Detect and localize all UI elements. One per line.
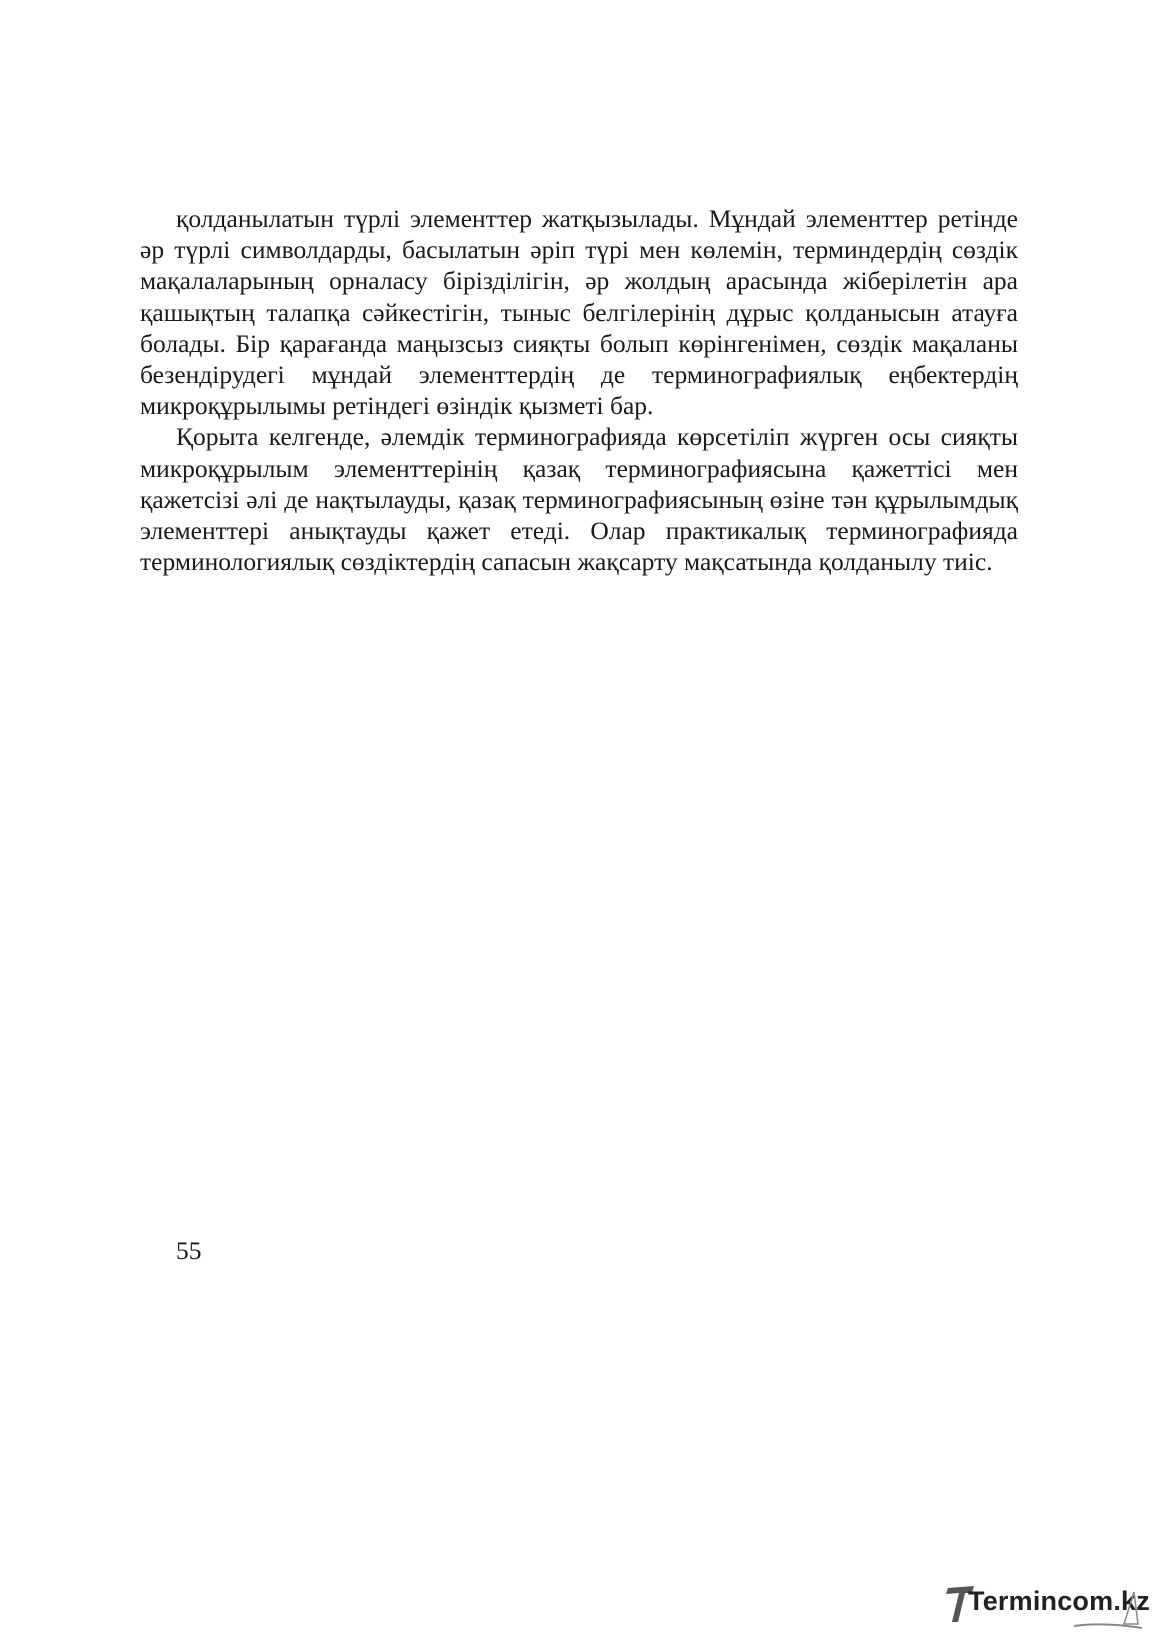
watermark-text: Termincom.kz <box>968 1586 1150 1616</box>
site-watermark-logo <box>946 1582 1150 1630</box>
paragraph-1: қолданылатын түрлі элементтер жатқызылады. Мұндай элементтер ретінде әр түрлі символдарды, басылатын әріп түрі мен көлемін, терминдердің сөздік мақалаларының орналасу бірізділігін, әр жолдың арасында жіберілетін ара қашықтың талапқа сәйкестігін, тыныс белгілерінің дұрыс қолданысын атауға болады. Бір қарағанда маңызсыз сияқты болып көрінгенімен, сөздік мақаланы безендірудегі мұндай элементтердің де терминографиялық еңбектердің микроқұрылымы ретіндегі өзіндік қызметі бар. <box>140 204 1018 421</box>
paragraph-2: Қорыта келгенде, әлемдік терминографияда көрсетіліп жүрген осы сияқты микроқұрылым элементтерінің қазақ терминографиясына қажеттісі мен қажетсізі әлі де нақтылауды, қазақ терминографиясының өзіне тән құрылымдық элементтері анықтауды қажет етеді. Олар практикалық терминографияда терминологиялық сөздіктердің сапасын жақсарту мақсатында қолданылу тиіс. <box>140 422 1018 577</box>
swoosh-icon <box>1064 1586 1146 1630</box>
main-text <box>140 203 1018 577</box>
page-number: 55 <box>176 1236 202 1265</box>
